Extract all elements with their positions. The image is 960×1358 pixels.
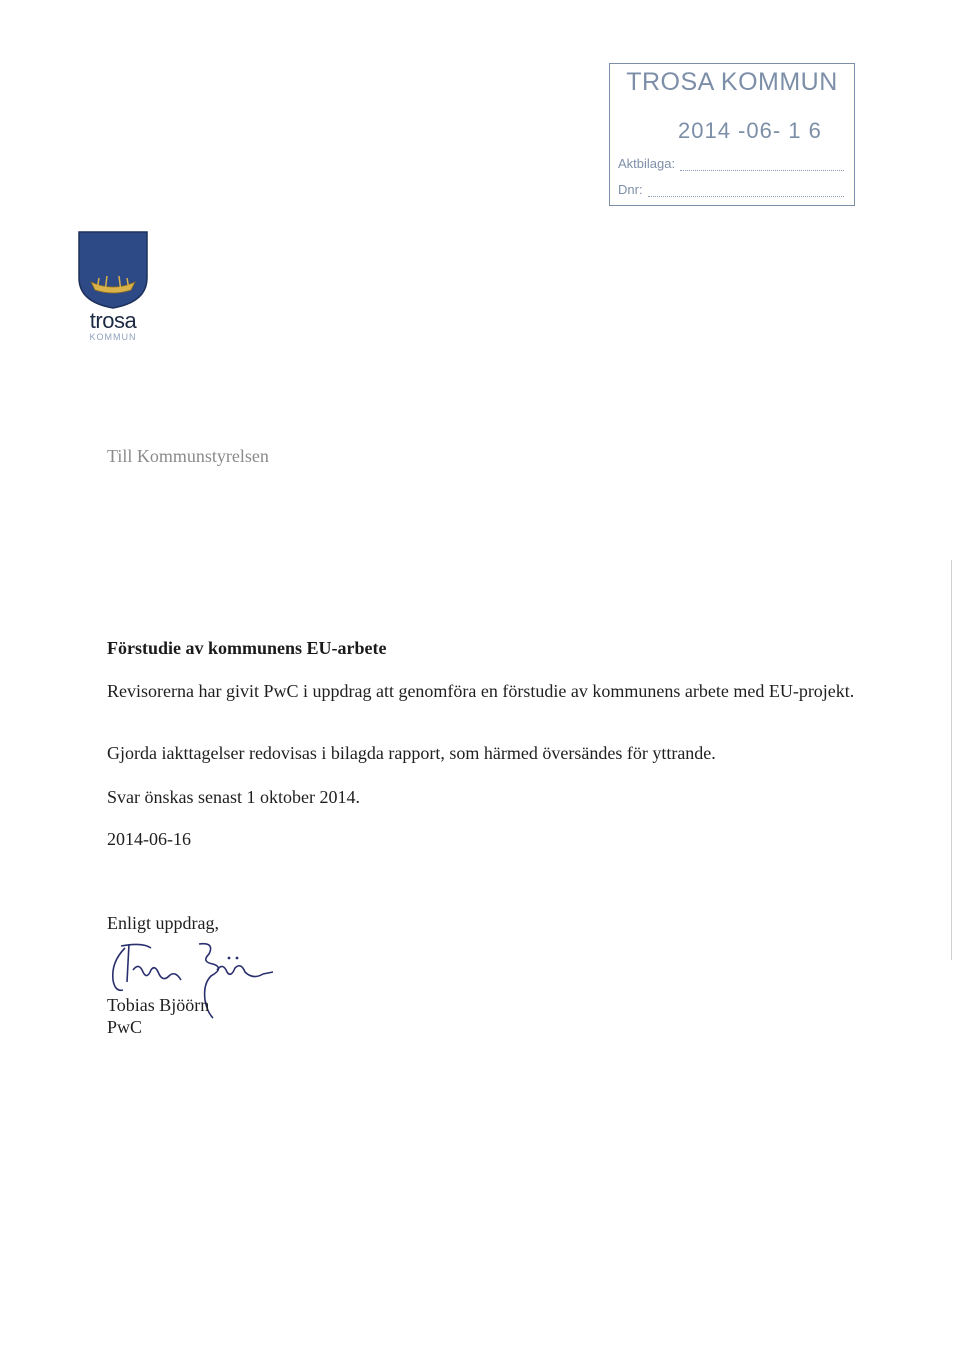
stamp-dnr-row — [618, 182, 844, 200]
paragraph: Gjorda iakttagelser redovisas i bilagda rapport, som härmed översändes för yttrande. — [107, 743, 716, 763]
letter-heading: Förstudie av kommunens EU-arbete — [107, 638, 387, 658]
stamp-aktbilaga-row — [618, 156, 844, 174]
signer-name: Tobias Bjöörn — [107, 995, 210, 1015]
stamp-dotted-line — [680, 170, 844, 171]
logo-subtitle: KOMMUN — [89, 332, 137, 342]
paragraph: Revisorerna har givit PwC i uppdrag att genomföra en förstudie av kommunens arbete med EU-projekt. — [107, 681, 855, 701]
stamp-title: TROSA KOMMUN — [626, 68, 838, 96]
logo-wordmark: trosa — [89, 308, 137, 333]
coat-of-arms-icon — [77, 230, 149, 310]
scan-edge-line — [951, 560, 952, 960]
letter-date: 2014-06-16 — [107, 829, 191, 849]
stamp-dotted-line — [648, 196, 844, 197]
signer-organization: PwC — [107, 1017, 143, 1037]
stamp-aktbilaga-label: Aktbilaga: — [618, 156, 676, 171]
stamp-date: 2014 -06- 1 6 — [678, 118, 822, 143]
addressee: Till Kommunstyrelsen — [107, 446, 269, 466]
stamp-dnr-label: Dnr: — [618, 182, 643, 197]
paragraph: Svar önskas senast 1 oktober 2014. — [107, 787, 360, 807]
closing: Enligt uppdrag, — [107, 913, 219, 933]
municipality-logo — [77, 230, 149, 345]
received-stamp — [609, 63, 855, 206]
